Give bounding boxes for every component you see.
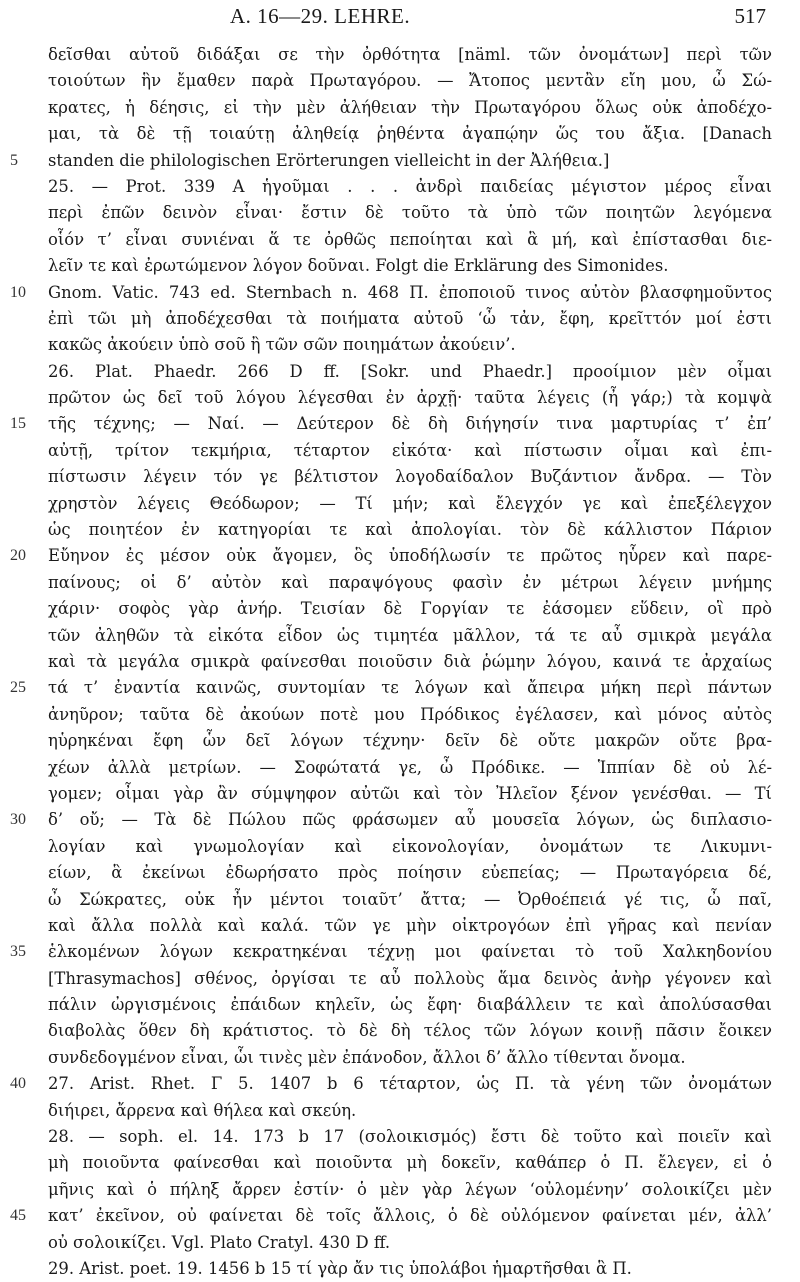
text-line	[10, 543, 772, 569]
line-text: οὐ σολοικίζει. Vgl. Plato Cratyl. 430 D ff.	[48, 1232, 391, 1252]
text-line	[10, 411, 772, 437]
text-line	[48, 42, 772, 68]
line-text: ὡς ποιητέον ἐν κατηγορίαι τε καὶ ἀπολογίαι. τὸν δὲ κάλλιστον Πάριον	[48, 520, 772, 540]
text-line	[48, 227, 772, 253]
line-text: καὶ ἄλλα πολλὰ καὶ καλά. τῶν γε μὴν οἰκτρογόων ἐπὶ γῆρας καὶ πενίαν	[48, 915, 772, 935]
line-text: διήιρει, ἄρρενα καὶ θήλεα καὶ σκεύη.	[48, 1100, 357, 1120]
line-text: καὶ τὰ μεγάλα σμικρὰ φαίνεσθαι ποιοῦσιν διὰ ῥώμην λόγου, καινά τε ἀρχαίως	[48, 651, 772, 671]
line-text: 26. Plat. Phaedr. 266 D ff. [Sokr. und Phaedr.] προοίμιον μὲν οἶμαι	[48, 361, 772, 381]
text-line	[48, 306, 772, 332]
line-text: κατ’ ἐκεῖνον, οὐ φαίνεται δὲ τοῖς ἄλλοις, ὁ δὲ οὐλόμενον φαίνεται μέν, ἀλλ’	[48, 1206, 772, 1226]
text-line	[10, 939, 772, 965]
text-line	[10, 1203, 772, 1229]
line-text: ἑλκομένων λόγων κεκρατηκέναι τέχνῃ μοι φαίνεται τὸ τοῦ Χαλκηδονίου	[48, 942, 772, 962]
line-number: 10	[10, 283, 26, 301]
line-text: 29. Arist. poet. 19. 1456 b 15 τί γὰρ ἄν τις ὑπολάβοι ἡμαρτῆσθαι ἃ Π.	[48, 1258, 632, 1278]
line-number: 5	[10, 151, 18, 169]
line-text: διαβολὰς ὅθεν δὴ κράτιστος. τὸ δὲ δὴ τέλος τῶν λόγων κοινῇ πᾶσιν ἔοικεν	[48, 1021, 772, 1041]
text-line	[48, 834, 772, 860]
text-line	[48, 517, 772, 543]
line-text: είων, ἃ ἐκείνωι ἐδωρήσατο πρὸς ποίησιν εὐεπείας; — Πρωταγόρεια δέ,	[48, 863, 772, 883]
text-line	[48, 992, 772, 1018]
text-line	[48, 1124, 772, 1150]
line-text: ἀνηῦρον; ταῦτα δὲ ἀκούων ποτὲ μου Πρόδικος ἐγέλασεν, καὶ μόνος αὐτὸς	[48, 704, 772, 724]
text-line	[48, 702, 772, 728]
line-text: δεῖσθαι αὐτοῦ διδάξαι σε τὴν ὀρθότητα [näml. τῶν ὀνομάτων] περὶ τῶν	[48, 45, 772, 64]
line-text: οἷόν τ’ εἶναι συνιέναι ἅ τε ὀρθῶς πεποίηται καὶ ἃ μή, καὶ ἐπίστασθαι διε-	[48, 229, 772, 249]
text-line	[48, 1098, 772, 1124]
text-line	[48, 464, 772, 490]
line-text: τοιούτων ἣν ἔμαθεν παρὰ Πρωταγόρου. — Ἄτοπος μεντἂν εἴη μου, ὦ Σώ-	[48, 71, 772, 91]
line-text: 25. — Prot. 339 A ἡγοῦμαι . . . ἀνδρὶ παιδείας μέγιστον μέρος εἶναι	[48, 176, 772, 196]
line-text: αὐτῇ, τρίτον τεκμήρια, τέταρτον εἰκότα· καὶ πίστωσιν οἶμαι καὶ ἐπι-	[48, 440, 772, 460]
line-text: 28. — soph. el. 14. 173 b 17 (σολοικισμός) ἔστι δὲ τοῦτο καὶ ποιεῖν καὶ	[48, 1127, 772, 1147]
line-text: Gnom. Vatic. 743 ed. Sternbach n. 468 Π. ἐποποιοῦ τινος αὐτὸν βλασφημοῦντος	[48, 282, 772, 302]
line-text: παίνους; οἱ δ’ αὐτὸν καὶ παραψόγους φασὶν ἐν μέτρωι λέγειν μνήμης	[48, 572, 772, 592]
line-number: 15	[10, 415, 26, 433]
line-text: Εὔηνον ἐς μέσον οὐκ ἄγομεν, ὃς ὑποδήλωσίν τε πρῶτος ηὗρεν καὶ παρε-	[48, 546, 772, 566]
line-text: χέων ἀλλὰ μετρίων. — Σοφώτατά γε, ὦ Πρόδικε. — Ἱππίαν δὲ οὐ λέ-	[48, 757, 772, 777]
line-text: ὦ Σώκρατες, οὐκ ἦν μέντοι τοιαῦτ’ ἄττα; — Ὀρθοέπειά γέ τις, ὦ παῖ,	[48, 889, 772, 909]
line-text: λογίαν καὶ γνωμολογίαν καὶ εἰκονολογίαν, ὀνομάτων τε Λικυμνι-	[48, 836, 772, 856]
text-line	[48, 200, 772, 226]
line-text: μῆνις καὶ ὁ πήληξ ἄρρεν ἐστίν· ὁ μὲν γὰρ λέγων ‘οὐλομένην’ σολοικίζει μὲν	[48, 1179, 772, 1199]
line-text: [Thrasymachos] σθένος, ὀργίσαι τε αὖ πολλοὺς ἅμα δεινὸς ἀνὴρ γέγονεν καὶ	[48, 968, 772, 988]
line-text: πάλιν ὠργισμένοις ἐπάιδων κηλεῖν, ὡς ἔφη· διαβάλλειν τε καὶ ἀπολύσασθαι	[48, 995, 772, 1015]
text-line	[48, 121, 772, 147]
text-line	[48, 95, 772, 121]
line-number: 35	[10, 943, 26, 961]
text-line	[48, 887, 772, 913]
text-line	[48, 1230, 772, 1256]
line-text: πρῶτον ὡς δεῖ τοῦ λόγου λέγεσθαι ἐν ἀρχῇ· ταῦτα λέγεις (ἦ γάρ;) τὰ κομψὰ	[48, 388, 772, 408]
line-number: 25	[10, 679, 26, 697]
line-number: 45	[10, 1207, 26, 1225]
line-text: γομεν; οἶμαι γὰρ ἂν σύμψηφον αὐτῶι καὶ τὸν Ἠλεῖον ξένον γενέσθαι. — Τί	[48, 783, 772, 803]
body-text	[10, 42, 772, 1282]
line-text: standen die philologischen Erörterungen vielleicht in der Ἀλήθεια.]	[48, 150, 610, 170]
text-line	[10, 280, 772, 306]
text-line	[48, 253, 772, 279]
text-line	[10, 148, 772, 174]
running-head	[0, 0, 800, 46]
text-line	[48, 1150, 772, 1176]
text-line	[48, 174, 772, 200]
text-line	[48, 860, 772, 886]
line-number: 30	[10, 811, 26, 829]
line-text: 27. Arist. Rhet. Γ 5. 1407 b 6 τέταρτον, ὡς Π. τὰ γένη τῶν ὀνομάτων	[48, 1074, 772, 1094]
line-text: κακῶς ἀκούειν ὑπὸ σοῦ ἢ τῶν σῶν ποιημάτων ἀκούειν’.	[48, 335, 516, 355]
text-line	[48, 755, 772, 781]
line-text: περὶ ἐπῶν δεινὸν εἶναι· ἔστιν δὲ τοῦτο τὰ ὑπὸ τῶν ποιητῶν λεγόμενα	[48, 203, 772, 223]
line-text: κρατες, ἡ δέησις, εἰ τὴν μὲν ἀλήθειαν τὴν Πρωταγόρου ὅλως οὐκ ἀποδέχο-	[48, 97, 772, 117]
text-line	[10, 675, 772, 701]
text-line	[48, 1256, 772, 1282]
text-line	[48, 596, 772, 622]
text-line	[48, 649, 772, 675]
text-line	[48, 1177, 772, 1203]
text-line	[48, 68, 772, 94]
page-number: 517	[734, 4, 766, 28]
text-line	[48, 438, 772, 464]
line-text: χάριν· σοφὸς γὰρ ἀνήρ. Τεισίαν δὲ Γοργίαν τε ἐάσομεν εὕδειν, οἳ πρὸ	[48, 599, 772, 619]
text-line	[48, 359, 772, 385]
line-number: 40	[10, 1075, 26, 1093]
text-line	[48, 491, 772, 517]
line-text: ηὑρηκέναι ἔφη ὧν δεῖ λόγων τέχνην· δεῖν δὲ οὔτε μακρῶν οὔτε βρα-	[48, 731, 772, 751]
text-line	[10, 1071, 772, 1097]
text-line	[48, 623, 772, 649]
text-line	[48, 781, 772, 807]
text-line	[48, 913, 772, 939]
line-text: χρηστὸν λέγεις Θεόδωρον; — Τί μήν; καὶ ἔλεγχόν γε καὶ ἐπεξέλεγχον	[48, 493, 772, 513]
text-line	[48, 728, 772, 754]
line-number: 20	[10, 547, 26, 565]
line-text: τῆς τέχνης; — Ναί. — Δεύτερον δὲ δὴ διήγησίν τινα μαρτυρίας τ’ ἐπ’	[48, 414, 772, 434]
line-text: μὴ ποιοῦντα φαίνεσθαι καὶ ποιοῦντα μὴ δοκεῖν, καθάπερ ὁ Π. ἔλεγεν, εἰ ὁ	[48, 1153, 772, 1173]
line-text: πίστωσιν λέγειν τόν γε βέλτιστον λογοδαίδαλον Βυζάντιον ἄνδρα. — Τὸν	[48, 467, 772, 487]
line-text: συνδεδογμένον εἶναι, ὧι τινὲς μὲν ἐπάνοδον, ἄλλοι δ’ ἄλλο τίθενται ὄνομα.	[48, 1047, 686, 1067]
text-line	[48, 385, 772, 411]
running-head-title: A. 16—29. LEHRE.	[230, 4, 411, 28]
text-line	[48, 332, 772, 358]
line-text: λεῖν τε καὶ ἐρωτώμενον λόγον δοῦναι. Folgt die Erklärung des Simonides.	[48, 256, 669, 276]
text-line	[48, 1018, 772, 1044]
text-line	[48, 1045, 772, 1071]
line-text: δ’ οὔ; — Τὰ δὲ Πώλου πῶς φράσωμεν αὖ μουσεῖα λόγων, ὡς διπλασιο-	[48, 810, 772, 830]
text-line	[48, 966, 772, 992]
text-line	[10, 807, 772, 833]
line-text: ἐπὶ τῶι μὴ ἀποδέχεσθαι τὰ ποιήματα αὐτοῦ ‘ὦ τἀν, ἔφη, κρεῖττόν μοί ἐστι	[48, 308, 772, 328]
line-text: τῶν ἀληθῶν τὰ εἰκότα εἶδον ὡς τιμητέα μᾶλλον, τά τε αὖ σμικρὰ μεγάλα	[48, 625, 772, 645]
text-line	[48, 570, 772, 596]
line-text: τά τ’ ἐναντία καινῶς, συντομίαν τε λόγων καὶ ἄπειρα μήκη περὶ πάντων	[48, 678, 772, 698]
line-text: μαι, τὰ δὲ τῇ τοιαύτῃ ἀληθείᾳ ῥηθέντα ἀγαπῴην ὥς του ἄξια. [Danach	[48, 124, 772, 144]
